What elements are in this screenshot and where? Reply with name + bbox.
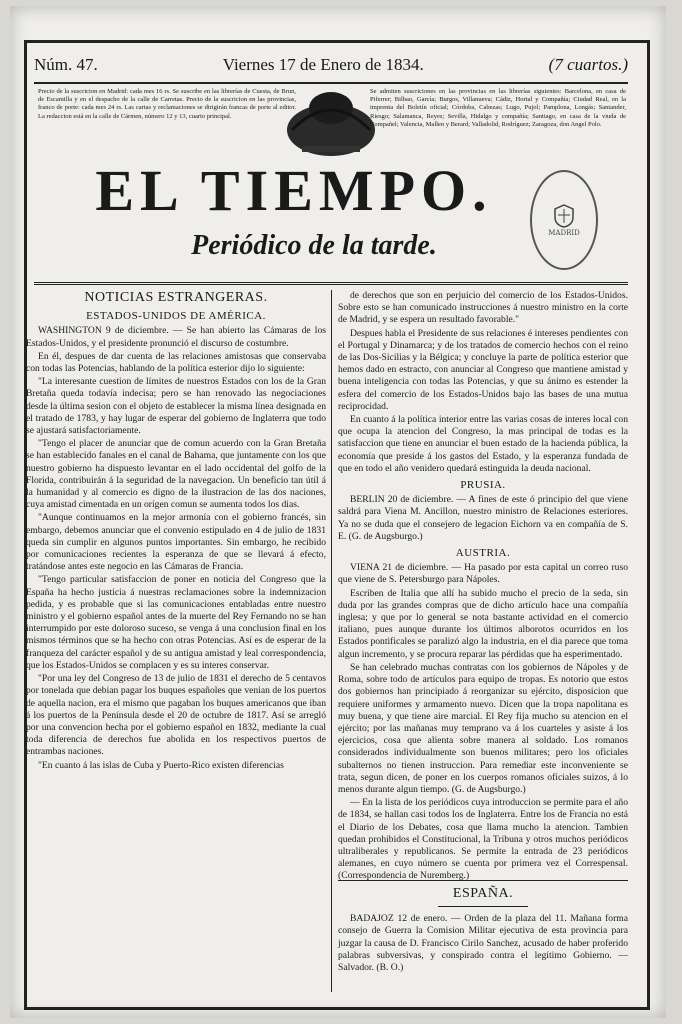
crest-icon [551,203,577,229]
espana-section [338,886,628,974]
header-rule [34,82,628,84]
stamp-text: MADRID [548,229,580,237]
article-paragraph: En cuanto á la política interior entre las varias cosas de interes local con que ocupa la atencion del Congreso, la mas principal de todas es la satisfaccion que tiene en anunciar el buen estado de la hacienda pública, la economía que preside á los gastos del Estado, y la esperanza fundada de que en todo el año venidero quedará estinguida la deuda nacional. [338,414,628,474]
article-paragraph: En él, despues de dar cuenta de las relaciones amistosas que conservaba con todas las Potencias, hablando de la política esterior dijo lo siguiente: [26,350,326,375]
masthead-vignette-icon [282,86,380,160]
article-paragraph: "Tengo el placer de anunciar que de comun acuerdo con la Gran Bretaña se han establecido fanales en el canal de Bahama, que juntamente con los que nuestro gobierno ha dispuesto levantar en el lado occidental del golfo de la Florida, contribuirán á la seguridad de la navegacion. Un beneficio tan útil á la humanidad y al comercio es digno de la ilustracion de las dos naciones, cuya amistad cimentada en un orígen comun se aumenta todos los dias. [26,438,326,511]
espana-rule [338,880,628,881]
library-stamp [530,170,598,270]
masthead-rule [34,282,628,285]
issue-date: Viernes 17 de Enero de 1834. [222,55,424,74]
article-paragraph: "Aunque continuamos en la mejor armonía con el gobierno francés, sin embargo, debemos anunciar que el convenio estipulado en 4 de julio de 1831 queda sin cumplir en algunos puntos importantes. Sin embargo, he recibido por comunicaciones recientes la esperanza de que se llevará á efecto, tratándose antes este negocio en las Cámaras de Francia. [26,512,326,573]
article-paragraph: de derechos que son en perjuicio del comercio de los Estados-Unidos. Sobre esto se han comunicado instrucciones á nuestro ministro en la corte de Madrid, y se espera un resultado favorable." [338,290,628,326]
newspaper-subtitle: Periódico de la tarde. [191,230,437,261]
column-1 [26,290,326,992]
austria-paragraph: — En la lista de los periódicos cuya introduccion se permite para el año de 1834, se hallan casi todos los de Inglaterra. Entre los de Francia no está el Diario de los Debates, cosa que llama mucho la atencion. Tambien quedan prohibidos el Constitucional, la Tribuna y otros muchos periódicos ultraliberales y republicanos. Se permite la entrada de 23 periódicos alemanes, en cuyo número se cuenta por primera vez el Correspensal. (Correspondencia de Nuremberg.) [338,797,628,882]
espana-heading: ESPAÑA. [452,886,514,901]
prusia-heading: PRUSIA. [460,479,506,492]
espana-paragraph: BADAJOZ 12 de enero. — Orden de la plaza del 11. Mañana forma consejo de Guerra la Comision Militar ejecutiva de esta provincia para juzgar la causa de D. Francisco Cirilo Sanchez, acusado de haber proferido palabras subversivas, y conspirado contra el legítimo Gobierno. — Salvador. (B. O.) [338,913,628,974]
austria-heading: AUSTRIA. [455,547,511,560]
austria-paragraph: Escriben de Italia que allí ha subido mucho el precio de la seda, sin duda por las grandes compras que de dicho artículo hace una compañía inglesa; y que por lo general se nota bastante actividad en el comercio italiano, pues aunque durante los últimos alborotos ocurridos en los Estados pontificales se paralizó algo la industria, en el dia parece que toma algun incremento, y se procura reparar las pérdidas que ha esperimentado. [338,587,628,660]
column-divider [331,290,332,992]
article-paragraph: Despues habla el Presidente de sus relaciones é intereses pendientes con el Portugal y Dinamarca; y de los tratados de comercio hechos con el reino de las Dos-Sicilias y la Bélgica; y concluye la parte de política esterior que hemos dado en estracto, con anunciar al Congreso que mantiene amistad y buena inteligencia con todas las Potencias, y que su ánimo es estender la esfera del comercio de los Estados-Unidos bajo las bases de una mutua reciprocidad. [338,327,628,412]
espana-underline [438,906,528,907]
article-paragraph: "En cuanto á las islas de Cuba y Puerto-Rico existen diferencias [38,759,284,771]
austria-paragraph: VIENA 21 de diciembre. — Ha pasado por esta capital un correo ruso que viene de S. Petersburgo para Nápoles. [338,562,628,586]
issue-number: Núm. 47. [34,55,98,74]
austria-paragraph: Se han celebrado muchas contratas con los gobiernos de Nápoles y de Roma, sobre todo de artículos para equipo de tropas. Es notorio que estos dos gobiernos han principiado á reorganizar su ejército, disposicion que requiere uniformes y armamento nuevo. Dicen que la tropa napolitana es muy buena, y que tiene aire marcial. El Rey fija mucho su atencion en el ejército; por las mañanas muy temprano va á los cuarteles y asiste á los ejercicios, cosa que alienta sobre manera al soldado. Los romanos considerados individualmente son buenos militares; pero los oficiales subalternos no tienen instruccion. Para remediar este inconveniente se trata, segun dicen, de poner en los cuerpos romanos oficiales suizos, á lo menos durante algun tiempo. (G. de Augsburgo.) [338,661,628,795]
issue-header [34,50,628,80]
article-paragraph: "Tengo particular satisfaccion de poner en noticia del Congreso que la España ha hecho justicia á nuestras reclamaciones sobre la indemnizacion pedida, y es probable que si las comunicaciones entabladas entre nuestro ministro y el gobierno español antes de la muerte del Rey Fernando no se han interrumpido por este doloroso suceso, se venga á una conclusion final en los mismos términos que se ha hecho con otras Potencias. Así es de esperar de la franqueza del carácter español y de su antigua amistad y leal correspondencia, que los Estados-Unidos se complacen y es su interes conservar. [26,574,326,671]
prusia-paragraph: BERLIN 20 de diciembre. — A fines de este ó principio del que viene saldrá para Viena M. Ancillon, nuestro ministro de Relaciones esteriores. Ya no se duda que el consejero de legacion Eichorn va en compañía de S. E. (G. de Augsburgo.) [338,494,628,542]
subsection-heading: ESTADOS-UNIDOS DE AMÉRICA. [86,310,266,323]
newspaper-title: EL TIEMPO. [95,158,493,223]
article-paragraph: "Por una ley del Congreso de 13 de julio de 1831 el derecho de 5 centavos por tonelada que debian pagar los buques españoles que venian de los puertos de aquella nacion, era el mismo que pagaban los buques americanos que iban á los puertos de la Península desde el 20 de octubre de 1817. Así se arregló por una convencion hecha por el gobierno español en 1832, mediante la cual toda diferencia de derechos fue abolida en los respectivos puertos de entrambas naciones. [26,673,326,758]
subscription-notice-right: Se admiten suscriciones en las provincias en las librerías siguientes: Barcelona, en casa de Piferrer; Bilbao, García; Burgos, Villanueva; Cádiz, Hortal y Compañía; Ciudad Real, en la imprenta del Boletín oficial; Córdoba, Cabezas; Lugo, Pujol; Pamplona, Longás; Santander, Riesgo; Salamanca, Reyes; Sevilla, Hidalgo y compañía; Santiago, en casa de la viuda de Compañel; Valencia, Mallen y Berard; Valladolid, Rodríguez; Zaragoza, don Angel Polo. [370,88,626,128]
issue-price: (7 cuartos.) [548,55,628,74]
article-paragraph: "La interesante cuestion de límites de nuestros Estados con los de la Gran Bretaña queda todavía indecisa; pero se han renovado las negociaciones desde la última sesion con el objeto de establecer la misma línea designada en el tratado de 1783, y hay lugar de esperar del gobierno de Inglaterra que todo se ajustará satisfactoriamente. [26,376,326,437]
section-heading: NOTICIAS ESTRANGERAS. [84,290,268,305]
article-paragraph: WASHINGTON 9 de diciembre. — Se han abierto las Cámaras de los Estados-Unidos, y el presidente pronunció el discurso de costumbre. [26,325,326,349]
column-2 [338,290,628,890]
subscription-notice-left: Precio de la suscricion en Madrid: cada mes 16 rs. Se suscribe en las librerías de Cuesta, de Brun, de Escamilla y en el despacho de la calle de Carretas. Precio de la suscricion en las provincias, franco de porte: cada mes 24 rs. Las cartas y reclamaciones se dirigirán francas de porte al editor. La redaccion está en la calle de Cármen, número 12 y 13, cuarto principal. [38,88,296,120]
